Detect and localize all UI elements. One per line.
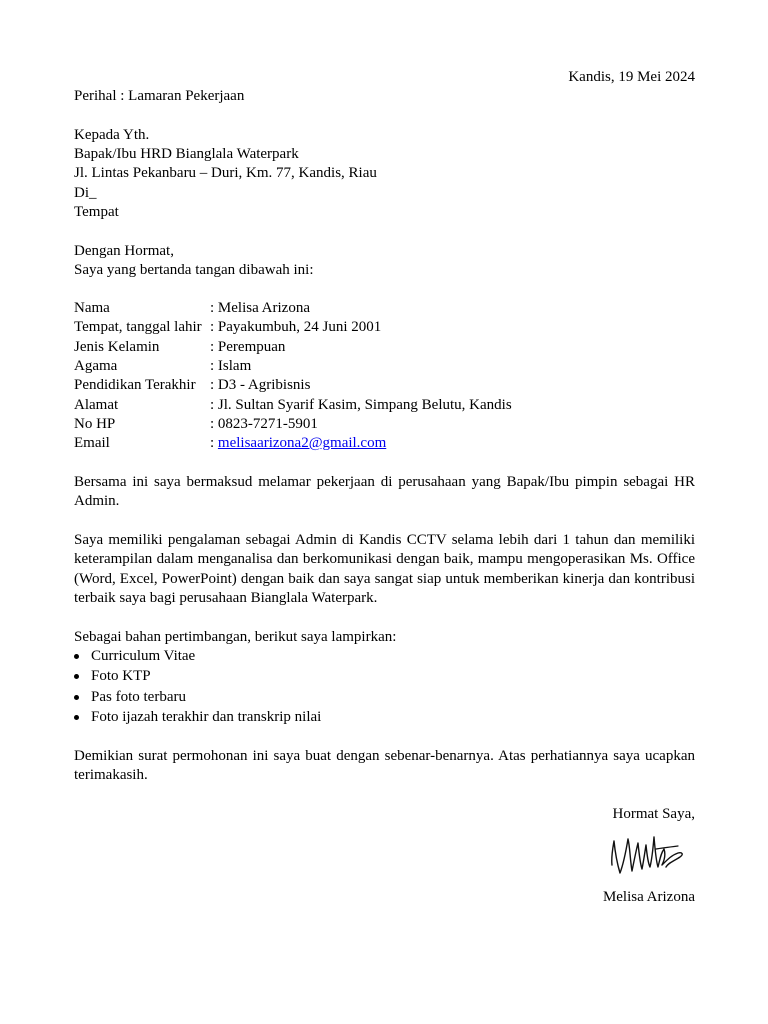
detail-value: : Jl. Sultan Syarif Kasim, Simpang Belutu, Kandis — [210, 397, 512, 413]
detail-label: Jenis Kelamin — [74, 339, 160, 355]
detail-label: Nama — [74, 300, 110, 316]
list-item-text: Foto KTP — [91, 668, 151, 684]
signer-name: Melisa Arizona — [602, 889, 695, 905]
paragraph-closing: Demikian surat permohonan ini saya buat dengan sebenar-benarnya. Atas perhatiannya saya ucapkan terimakasih. — [74, 748, 695, 784]
detail-label: Pendidikan Terakhir — [74, 377, 196, 393]
closing-phrase: Hormat Saya, — [612, 806, 695, 822]
detail-label: Tempat, tanggal lahir — [74, 319, 202, 335]
detail-value: : Payakumbuh, 24 Juni 2001 — [210, 319, 382, 335]
detail-label: No HP — [74, 416, 116, 432]
bullet-icon — [74, 674, 79, 679]
greeting: Dengan Hormat, — [74, 243, 174, 259]
detail-label: Alamat — [74, 397, 119, 413]
letter-subject: Perihal : Lamaran Pekerjaan — [74, 88, 245, 104]
signature-image — [608, 829, 688, 881]
paragraph-application: Bersama ini saya bermaksud melamar pekerjaan di perusahaan yang Bapak/Ibu pimpin sebagai HR Admin. — [74, 474, 695, 510]
intro-text: Saya yang bertanda tangan dibawah ini: — [74, 262, 314, 278]
recipient-place: Tempat — [74, 204, 119, 220]
email-prefix: : — [210, 435, 218, 451]
detail-value: : Perempuan — [210, 339, 286, 355]
list-item-text: Foto ijazah terakhir dan transkrip nilai — [91, 709, 322, 725]
list-item-text: Curriculum Vitae — [91, 648, 196, 664]
email-link[interactable]: melisaarizona2@gmail.com — [217, 435, 387, 451]
recipient-name: Bapak/Ibu HRD Bianglala Waterpark — [74, 146, 299, 162]
bullet-icon — [74, 715, 79, 720]
detail-value: : Islam — [210, 358, 252, 374]
detail-value: : D3 - Agribisnis — [210, 377, 311, 393]
detail-value: : Melisa Arizona — [210, 300, 310, 316]
recipient-salutation: Kepada Yth. — [74, 127, 150, 143]
letter-date: Kandis, 19 Mei 2024 — [568, 69, 695, 85]
paragraph-experience: Saya memiliki pengalaman sebagai Admin di Kandis CCTV selama lebih dari 1 tahun dan memiliki keterampilan dalam menganalisa dan berkomunikasi dengan baik, mampu mengoperasikan Ms. Office (Word, Excel, PowerPoint) dengan baik dan saya sangat siap untuk memberikan kinerja dan kontribusi terbaik saya bagi perusahaan Bianglala Waterpark. — [74, 532, 695, 606]
detail-value-email — [210, 434, 386, 453]
detail-label: Agama — [74, 358, 118, 374]
detail-value: : 0823-7271-5901 — [210, 416, 318, 432]
recipient-address: Jl. Lintas Pekanbaru – Duri, Km. 77, Kandis, Riau — [74, 165, 377, 181]
recipient-di: Di_ — [74, 185, 97, 201]
attachments-intro: Sebagai bahan pertimbangan, berikut saya lampirkan: — [74, 629, 397, 645]
bullet-icon — [74, 654, 79, 659]
bullet-icon — [74, 695, 79, 700]
detail-label: Email — [74, 435, 110, 451]
list-item-text: Pas foto terbaru — [91, 689, 186, 705]
